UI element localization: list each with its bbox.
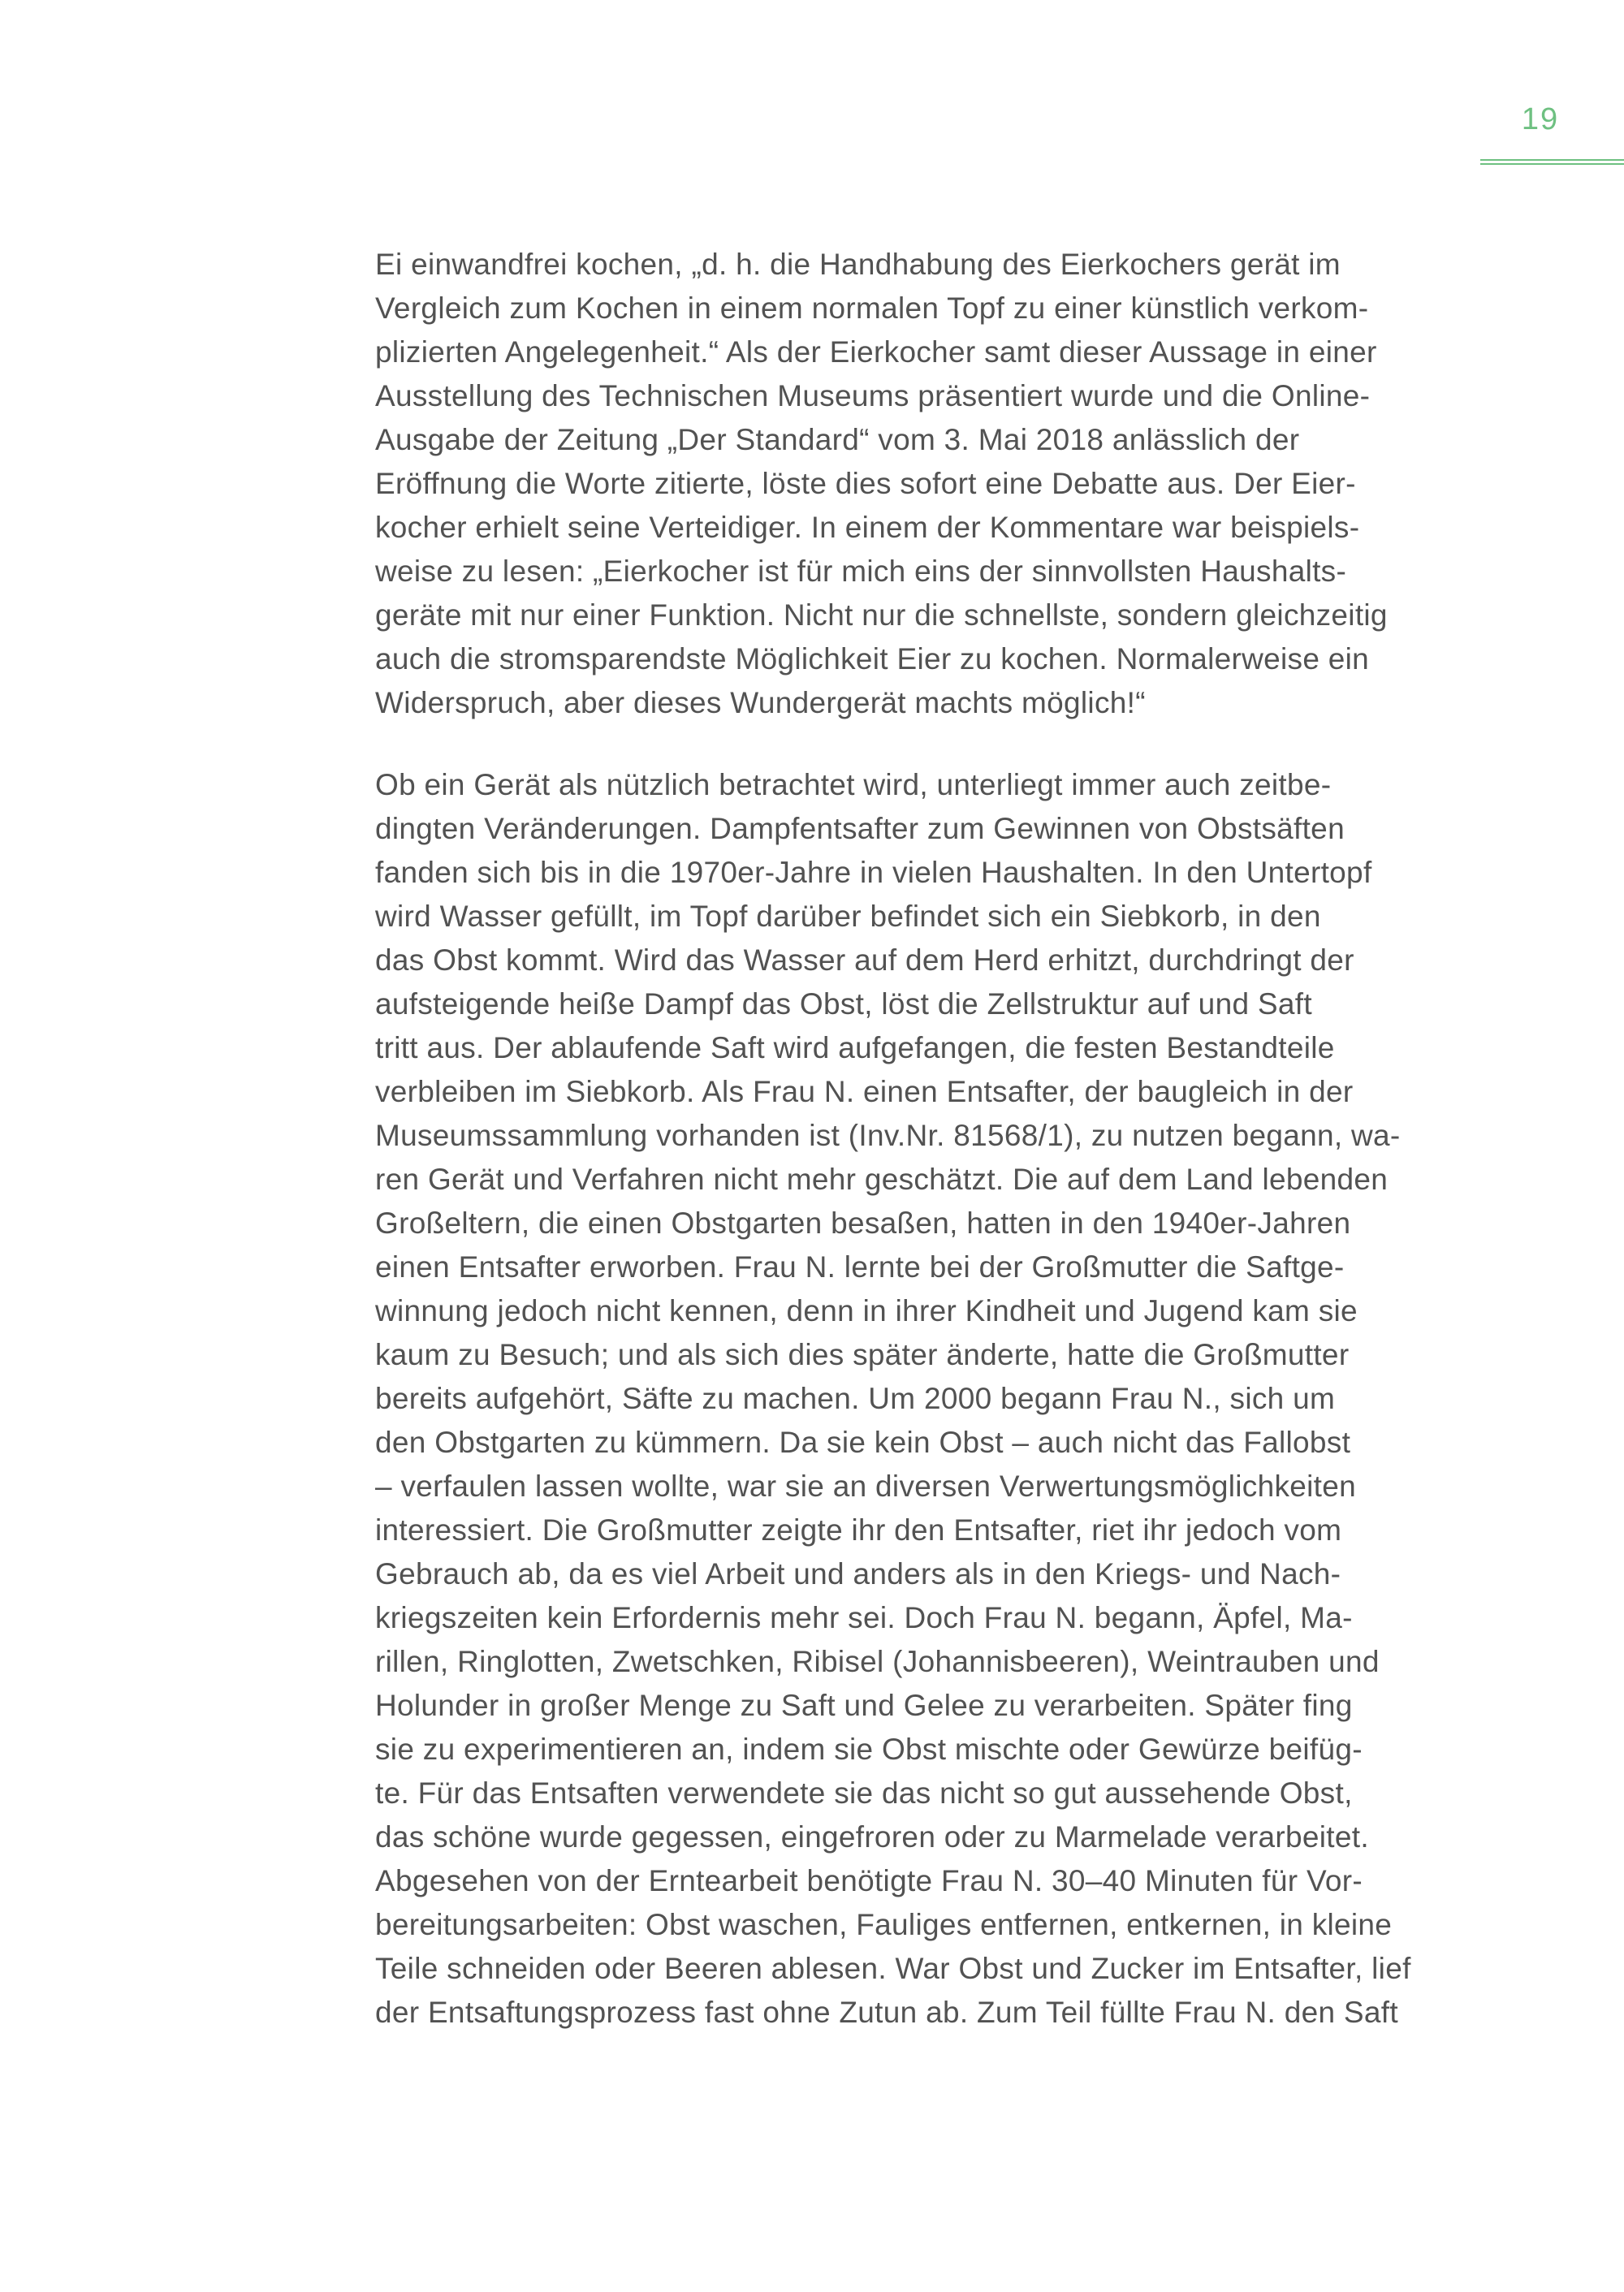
- text-line: kaum zu Besuch; und als sich dies später änderte, hatte die Großmutter: [375, 1338, 1350, 1371]
- text-line: Großeltern, die einen Obstgarten besaßen, hatten in den 1940er-Jahren: [375, 1206, 1351, 1240]
- text-line: auch die stromsparendste Möglichkeit Eier zu kochen. Normalerweise ein: [375, 642, 1370, 676]
- text-line: Ob ein Gerät als nützlich betrachtet wird, unterliegt immer auch zeitbe-: [375, 768, 1332, 801]
- text-line: Holunder in großer Menge zu Saft und Gelee zu verarbeiten. Später fing: [375, 1689, 1353, 1722]
- paragraph-entsafter: [375, 763, 1484, 2035]
- text-line: Ausgabe der Zeitung „Der Standard“ vom 3. Mai 2018 anlässlich der: [375, 423, 1300, 456]
- text-line: interessiert. Die Großmutter zeigte ihr den Entsafter, riet ihr jedoch vom: [375, 1513, 1342, 1547]
- text-line: dingten Veränderungen. Dampfentsafter zum Gewinnen von Obstsäften: [375, 812, 1345, 845]
- body-text: [375, 243, 1484, 2035]
- text-line: verbleiben im Siebkorb. Als Frau N. einen Entsafter, der baugleich in der: [375, 1075, 1354, 1108]
- text-line: te. Für das Entsaften verwendete sie das nicht so gut aussehende Obst,: [375, 1776, 1353, 1810]
- text-line: – verfaulen lassen wollte, war sie an diversen Verwertungsmöglichkeiten: [375, 1470, 1356, 1503]
- text-line: Vergleich zum Kochen in einem normalen Topf zu einer künstlich verkom-: [375, 291, 1369, 325]
- text-line: Widerspruch, aber dieses Wundergerät machts möglich!“: [375, 686, 1146, 719]
- header-rule-line: [1480, 159, 1624, 165]
- text-line: geräte mit nur einer Funktion. Nicht nur die schnellste, sondern gleichzeitig: [375, 598, 1388, 632]
- text-line: wird Wasser gefüllt, im Topf darüber befindet sich ein Siebkorb, in den: [375, 900, 1321, 933]
- text-line: plizierten Angelegenheit.“ Als der Eierkocher samt dieser Aussage in einer: [375, 335, 1377, 369]
- text-line: kocher erhielt seine Verteidiger. In einem der Kommentare war beispiels-: [375, 511, 1360, 544]
- text-line: Gebrauch ab, da es viel Arbeit und anders als in den Kriegs- und Nach-: [375, 1557, 1341, 1591]
- text-line: bereitungsarbeiten: Obst waschen, Fauliges entfernen, entkernen, in kleine: [375, 1908, 1393, 1941]
- text-line: fanden sich bis in die 1970er-Jahre in vielen Haushalten. In den Untertopf: [375, 856, 1372, 889]
- text-line: den Obstgarten zu kümmern. Da sie kein Obst – auch nicht das Fallobst: [375, 1426, 1351, 1459]
- text-line: tritt aus. Der ablaufende Saft wird aufgefangen, die festen Bestandteile: [375, 1031, 1335, 1064]
- text-line: weise zu lesen: „Eierkocher ist für mich eins der sinnvollsten Haushalts-: [375, 555, 1347, 588]
- text-line: Teile schneiden oder Beeren ablesen. War Obst und Zucker im Entsafter, lief: [375, 1952, 1411, 1985]
- text-line: kriegszeiten kein Erfordernis mehr sei. Doch Frau N. begann, Äpfel, Ma-: [375, 1601, 1353, 1634]
- text-line: Abgesehen von der Erntearbeit benötigte Frau N. 30–40 Minuten für Vor-: [375, 1864, 1363, 1897]
- text-line: bereits aufgehört, Säfte zu machen. Um 2000 begann Frau N., sich um: [375, 1382, 1336, 1415]
- text-line: rillen, Ringlotten, Zwetschken, Ribisel (Johannisbeeren), Weintrauben und: [375, 1645, 1380, 1678]
- text-line: Ei einwandfrei kochen, „d. h. die Handhabung des Eierkochers gerät im: [375, 248, 1341, 281]
- text-line: der Entsaftungsprozess fast ohne Zutun ab. Zum Teil füllte Frau N. den Saft: [375, 1996, 1398, 2029]
- text-line: das schöne wurde gegessen, eingefroren oder zu Marmelade verarbeitet.: [375, 1820, 1369, 1854]
- text-line: das Obst kommt. Wird das Wasser auf dem Herd erhitzt, durchdringt der: [375, 943, 1354, 977]
- text-line: Eröffnung die Worte zitierte, löste dies sofort eine Debatte aus. Der Eier-: [375, 467, 1356, 500]
- text-line: einen Entsafter erworben. Frau N. lernte bei der Großmutter die Saftge-: [375, 1250, 1345, 1284]
- text-line: ren Gerät und Verfahren nicht mehr geschätzt. Die auf dem Land lebenden: [375, 1163, 1389, 1196]
- paragraph-eierkocher-quote: [375, 243, 1484, 725]
- text-line: aufsteigende heiße Dampf das Obst, löst die Zellstruktur auf und Saft: [375, 987, 1312, 1021]
- text-line: Ausstellung des Technischen Museums präsentiert wurde und die Online-: [375, 379, 1371, 412]
- text-line: Museumssammlung vorhanden ist (Inv.Nr. 81568/1), zu nutzen begann, wa-: [375, 1119, 1401, 1152]
- page-number: 19: [1521, 102, 1560, 136]
- text-line: sie zu experimentieren an, indem sie Obst mischte oder Gewürze beifüg-: [375, 1733, 1363, 1766]
- text-line: winnung jedoch nicht kennen, denn in ihrer Kindheit und Jugend kam sie: [375, 1294, 1358, 1327]
